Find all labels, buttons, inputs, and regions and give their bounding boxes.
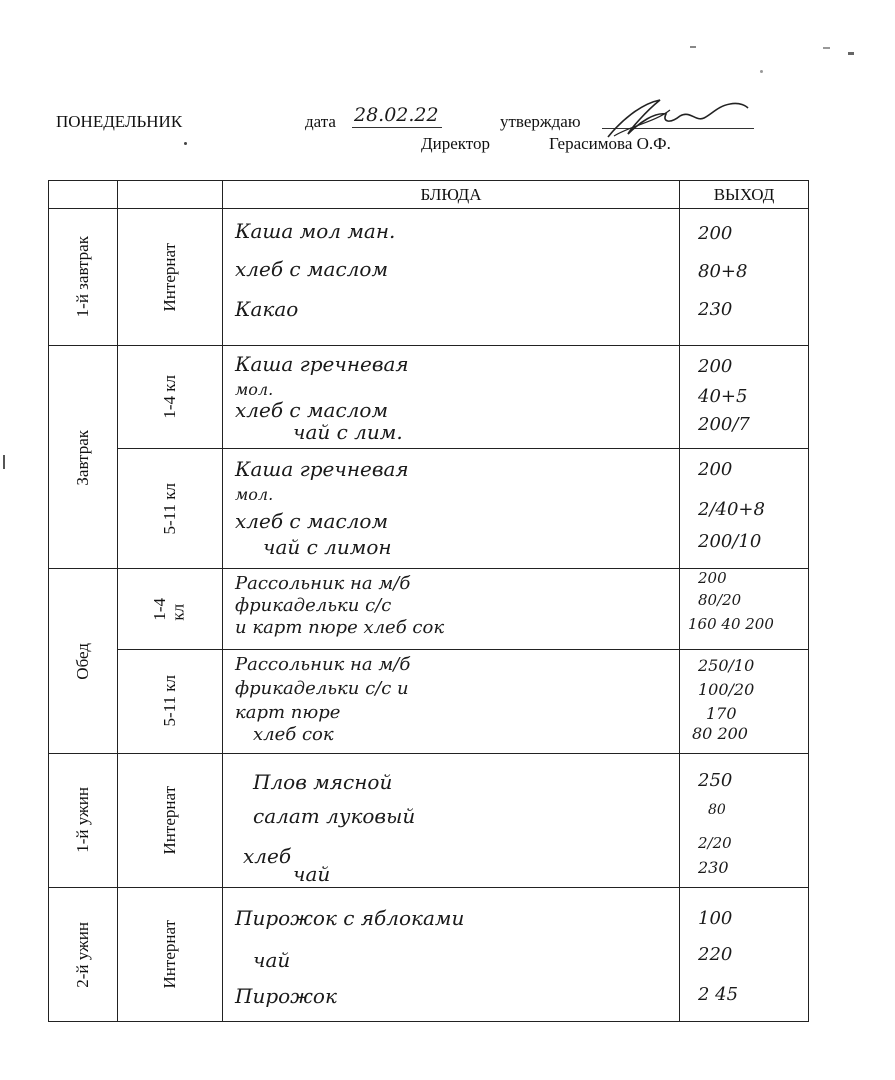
yield-line: 100 — [698, 907, 733, 929]
group-cell-internat — [118, 209, 223, 346]
yield-line: 200 — [698, 569, 727, 588]
menu-table — [48, 180, 809, 1022]
meal-cell-breakfast — [49, 346, 118, 569]
yield-line: 170 — [706, 703, 737, 723]
group-cell-grades-1-4 — [118, 569, 223, 649]
meal-name: Обед — [72, 642, 92, 680]
day-heading: ПОНЕДЕЛЬНИК — [56, 112, 183, 131]
yield-line: 2/40+8 — [698, 499, 765, 521]
director-position: Директор — [421, 134, 490, 153]
yield-column-header: ВЫХОД — [680, 181, 809, 209]
yield-line: 2/20 — [698, 833, 732, 852]
dish-line: Каша гречневая — [235, 352, 409, 377]
yield-line: 2 45 — [698, 983, 739, 1005]
director-name: Герасимова О.Ф. — [549, 134, 671, 153]
yield-line: 200 — [698, 223, 733, 245]
dish-line: чай — [293, 861, 331, 886]
group-cell-grades-1-4 — [118, 346, 223, 449]
yield-line: 80/20 — [698, 591, 742, 610]
dish-line: Рассольник на м/б — [235, 653, 411, 675]
meal-name: Завтрак — [72, 429, 92, 486]
group-cell-grades-5-11 — [118, 449, 223, 569]
dish-line: Рассольник на м/б — [235, 573, 411, 595]
group-label: 5-11 кл — [159, 483, 179, 535]
yield-line: 80 — [708, 801, 726, 818]
yield-cell — [680, 753, 809, 887]
yield-cell — [680, 449, 809, 569]
date-value: 28.02.22 — [354, 104, 439, 126]
yield-line: 160 40 200 — [688, 615, 774, 634]
dish-line: салат луковый — [253, 803, 416, 828]
dish-line: Плов мясной — [253, 769, 393, 794]
meal-cell-first-dinner — [49, 753, 118, 887]
group-label — [151, 598, 188, 621]
group-label-line: кл — [169, 603, 188, 621]
yield-cell — [680, 209, 809, 346]
dish-line: Пирожок — [235, 983, 337, 1008]
date-label: дата — [305, 112, 336, 131]
group-label: 5-11 кл — [159, 675, 179, 727]
group-label: Интернат — [159, 785, 179, 855]
dish-line: и карт пюре хлеб сок — [235, 617, 445, 639]
group-cell-grades-5-11 — [118, 649, 223, 753]
dish-line: фрикадельки с/с и — [235, 677, 409, 699]
group-cell-internat — [118, 753, 223, 887]
dishes-cell — [223, 753, 680, 887]
dish-line: мол. — [235, 485, 274, 505]
dish-line: чай с лим. — [293, 420, 403, 445]
yield-line: 200/7 — [698, 414, 750, 436]
yield-line: 250/10 — [698, 655, 755, 675]
dish-line: чай с лимон — [263, 535, 392, 560]
dishes-cell — [223, 649, 680, 753]
yield-line: 80+8 — [698, 261, 748, 283]
group-label: Интернат — [159, 920, 179, 989]
meal-cell-lunch — [49, 569, 118, 753]
yield-line: 220 — [698, 943, 733, 965]
group-label: Интернат — [159, 242, 179, 312]
dish-line: хлеб — [243, 843, 292, 868]
yield-cell — [680, 569, 809, 649]
corner-cell-1 — [49, 181, 118, 209]
yield-line: 80 200 — [692, 723, 748, 743]
dishes-cell — [223, 209, 680, 346]
yield-line: 100/20 — [698, 679, 755, 699]
dish-line: хлеб с маслом — [235, 398, 389, 423]
dishes-cell — [223, 449, 680, 569]
dish-line: карт пюре — [235, 701, 341, 723]
dish-line: Какао — [235, 297, 299, 322]
yield-line: 200/10 — [698, 531, 762, 553]
dish-line: хлеб с маслом — [235, 257, 389, 282]
corner-cell-2 — [118, 181, 223, 209]
dishes-column-header: БЛЮДА — [223, 181, 680, 209]
dish-line: мол. — [235, 380, 274, 400]
yield-line: 230 — [698, 857, 729, 877]
yield-cell — [680, 346, 809, 449]
yield-line: 250 — [698, 769, 733, 791]
dish-line: фрикадельки с/с — [235, 595, 392, 617]
dishes-cell — [223, 346, 680, 449]
yield-line: 200 — [698, 356, 733, 378]
dish-line: Каша гречневая — [235, 457, 409, 482]
dish-line: хлеб с маслом — [235, 509, 389, 534]
dish-line: хлеб сок — [253, 723, 334, 745]
yield-line: 40+5 — [698, 386, 748, 408]
yield-line: 230 — [698, 299, 733, 321]
ink-dot — [184, 142, 187, 145]
meal-cell-first-breakfast — [49, 209, 118, 346]
dishes-cell — [223, 569, 680, 649]
group-cell-internat — [118, 887, 223, 1021]
group-label: 1-4 кл — [159, 375, 179, 420]
date-underline — [352, 127, 442, 128]
approve-label: утверждаю — [500, 112, 581, 131]
dish-line: Пирожок с яблоками — [235, 905, 465, 930]
group-label-line: 1-4 — [150, 597, 170, 621]
dishes-cell — [223, 887, 680, 1021]
meal-name: 1-й завтрак — [72, 236, 92, 318]
meal-name: 2-й ужин — [72, 921, 92, 988]
yield-cell — [680, 649, 809, 753]
dish-line: чай — [253, 947, 291, 972]
dish-line: Каша мол ман. — [235, 219, 396, 244]
meal-name: 1-й ужин — [72, 787, 92, 854]
yield-line: 200 — [698, 459, 733, 481]
meal-cell-second-dinner — [49, 887, 118, 1021]
yield-cell — [680, 887, 809, 1021]
